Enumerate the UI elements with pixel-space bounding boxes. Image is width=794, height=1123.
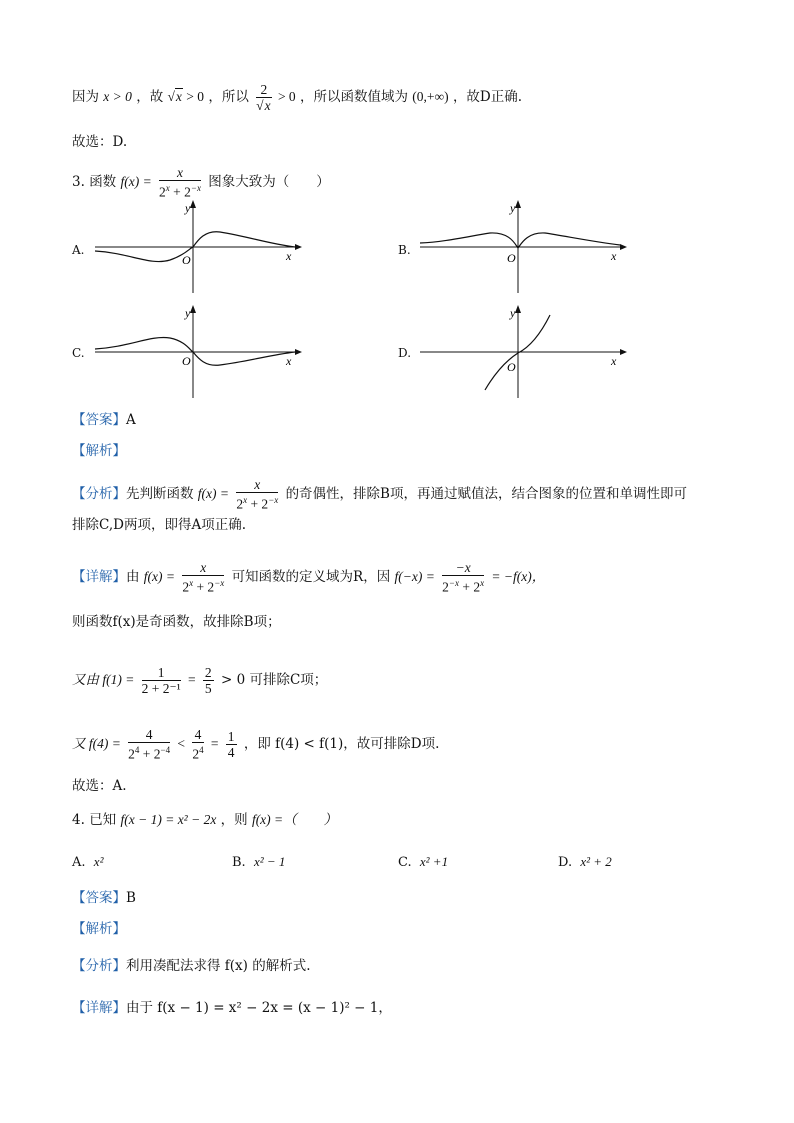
q4-fenxi-line (72, 956, 311, 976)
origin-label: O (182, 354, 191, 368)
text: 的奇偶性，排除B项，再通过赋值法，结合图象的位置和单调性即可 (285, 485, 687, 502)
answer-value: B (126, 890, 136, 906)
q4-option-d[interactable]: D. x² + 2 (558, 854, 612, 870)
prev-solution-line: 因为 x > 0 ，故 √x > 0 ，所以 $\frac{2}{√x}$ > 0 ，所以函数值域为 (0,+∞) ，故D正确. (72, 82, 523, 113)
math: 又由 f(1) = (72, 672, 135, 687)
math-cond: > 0 (274, 89, 296, 104)
math: = −f(x)， (491, 568, 546, 584)
xiangjie-tag: 【详解】 (72, 1000, 126, 1016)
question-number: 3. (72, 173, 85, 190)
q3-analysis-tag (72, 441, 126, 461)
math: f(x − 1) = x² − 2x (120, 812, 217, 827)
answer-value: A (126, 412, 136, 428)
math: = (210, 735, 219, 751)
math: f(x) =（ ） (251, 812, 338, 827)
q3-odd-line: 则函数f(x)是奇函数，故排除B项； (72, 614, 281, 630)
q3-fenxi-line (72, 477, 687, 512)
fraction: $\frac{x}{2^x + 2^{-x}}$ (159, 165, 201, 200)
q4-xiangjie-line (72, 998, 392, 1018)
fraction: $\frac{-x}{2^{-x} + 2^x}$ (442, 560, 485, 595)
text: 可知函数的定义域为R，因 (231, 568, 391, 585)
fenxi-tag: 【分析】 (72, 958, 126, 974)
range: (0,+∞) (412, 89, 449, 104)
text: 由于 f(x − 1) = x² − 2x = (x − 1)² − 1， (126, 1000, 392, 1016)
text: 由 (126, 568, 140, 585)
math: < (177, 735, 186, 751)
math: f(x) = (143, 568, 176, 584)
option-c-graph[interactable] (90, 305, 305, 404)
option-b-graph[interactable] (415, 200, 630, 299)
math-cond: > 0 (182, 89, 205, 104)
fraction: $\frac{2}{5}$ (204, 665, 212, 696)
math: f(−x) = (394, 568, 435, 584)
origin-label: O (507, 251, 516, 265)
option-d-label[interactable]: D. (398, 346, 412, 360)
x-axis-label: x (611, 354, 617, 368)
q4-option-a[interactable]: A. x² (72, 854, 104, 870)
text: 先判断函数 (126, 485, 194, 502)
text: 因为 (72, 89, 99, 105)
text: ，则 (220, 812, 248, 828)
q3-answer (72, 410, 136, 430)
y-axis-label: y (510, 201, 516, 215)
x-axis-label: x (286, 249, 292, 263)
math: 又 f(4) = (72, 735, 121, 751)
q3-f4-line (72, 727, 439, 762)
y-axis-label: y (510, 306, 516, 320)
origin-label: O (507, 360, 516, 374)
text: ，故D正确. (452, 89, 523, 105)
q3-f1-line (72, 665, 327, 696)
q4-option-b[interactable]: B. x² − 1 (232, 854, 286, 870)
origin-label: O (182, 253, 191, 267)
fraction: $\frac{4}{2^4}$ (192, 727, 204, 762)
text: 函数 (89, 173, 117, 190)
option-d-graph[interactable] (415, 305, 630, 404)
text: ，即 f(4) < f(1)，故可排除D项. (243, 735, 440, 752)
q4-option-c[interactable]: C. x² +1 (398, 854, 449, 870)
text: 已知 (89, 812, 117, 828)
x-axis-label: x (286, 354, 292, 368)
answer-tag: 【答案】 (72, 412, 126, 428)
q4-analysis-tag (72, 919, 126, 939)
fraction: $\frac{4}{2^4 + 2^{-4}}$ (128, 727, 171, 762)
text: ，所以函数值域为 (299, 89, 408, 105)
math: = (188, 672, 196, 687)
q3-fenxi-line2: 排除C,D两项，即得A项正确. (72, 517, 247, 533)
fraction: $\frac{x}{2^x + 2^{-x}}$ (182, 560, 225, 595)
xiangjie-tag: 【详解】 (72, 568, 126, 585)
math: f(x) = (197, 485, 230, 501)
q4-answer (72, 888, 136, 908)
answer-tag: 【答案】 (72, 890, 126, 906)
q3-stem (72, 165, 330, 200)
fraction: $\frac{x}{2^x + 2^{-x}}$ (236, 477, 279, 512)
q3-final: 故选：A. (72, 778, 127, 794)
text: ，故 (136, 89, 164, 105)
text: > 0 可排除C项； (220, 672, 328, 688)
analysis-tag: 【解析】 (72, 921, 126, 937)
option-a-label[interactable]: A. (72, 243, 85, 257)
analysis-tag: 【解析】 (72, 443, 126, 459)
text: 利用凑配法求得 f(x) 的解析式. (126, 958, 311, 974)
y-axis-label: y (185, 201, 191, 215)
q4-stem (72, 810, 337, 830)
question-number: 4. (72, 812, 85, 828)
prev-answer-line: 故选：D. (72, 134, 128, 150)
fraction: $\frac{2}{√x}$ (256, 82, 271, 113)
y-axis-label: y (185, 306, 191, 320)
option-b-label[interactable]: B. (398, 243, 411, 257)
x-axis-label: x (611, 249, 617, 263)
option-c-label[interactable]: C. (72, 346, 85, 360)
fraction: $\frac{1}{\text{2 + 2⁻¹}}$ (141, 665, 181, 696)
math: f(x) = (120, 173, 152, 189)
text: ，所以 (208, 89, 249, 105)
q3-xiangjie-line (72, 560, 545, 595)
text: 图象大致为（ ） (208, 173, 330, 190)
fraction: $\frac{1}{4}$ (227, 728, 235, 760)
option-a-graph[interactable] (90, 200, 305, 299)
fenxi-tag: 【分析】 (72, 485, 126, 502)
math-cond: x > 0 (103, 89, 132, 104)
